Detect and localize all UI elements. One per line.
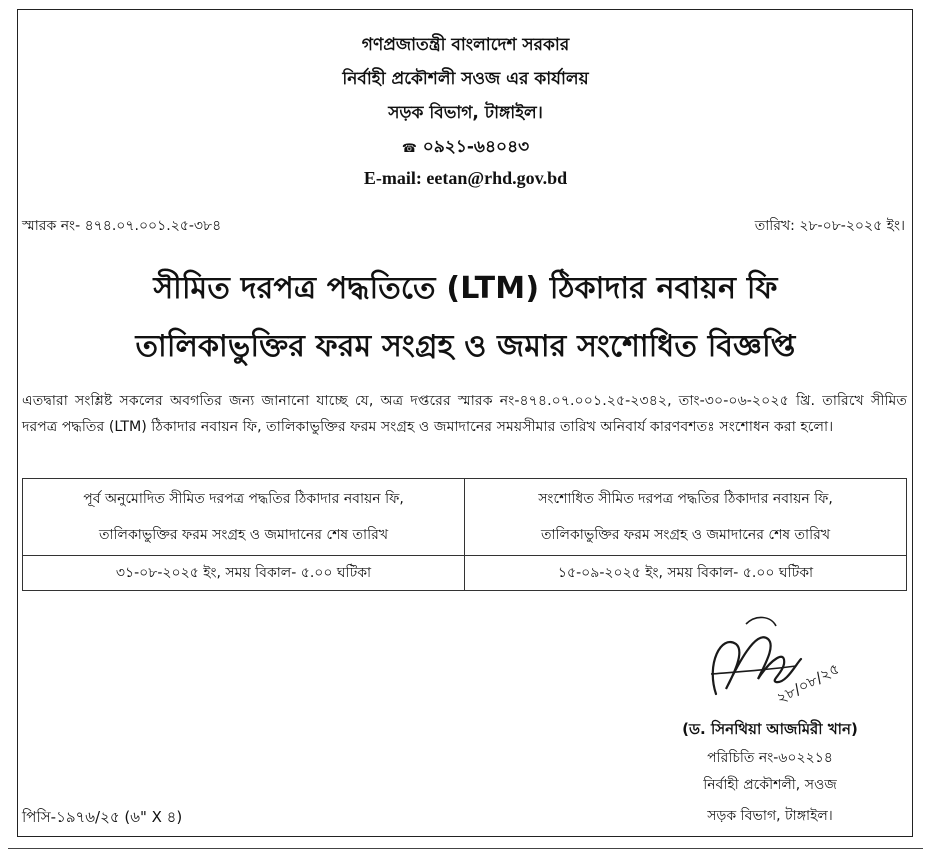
revised-deadline-value: ১৫-০৯-২০২৫ ইং, সময় বিকাল- ৫.০০ ঘটিকা [465,556,907,591]
table-row [23,556,907,591]
table-row [23,479,907,556]
signatory-office: সড়ক বিভাগ, টাঙ্গাইল। [707,808,833,824]
previous-deadline-value: ৩১-০৮-২০২৫ ইং, সময় বিকাল- ৫.০০ ঘটিকা [23,556,465,591]
previous-heading-line-2: তালিকাভুক্তির ফরম সংগ্রহ ও জমাদানের শেষ তারিখ [98,527,389,543]
phone-line [0,134,931,162]
previous-heading-line-1: পূর্ব অনুমোদিত সীমিত দরপত্র পদ্ধতির ঠিকাদার নবায়ন ফি, [83,491,404,507]
previous-deadline-heading [23,479,465,556]
email-line: E-mail: eetan@rhd.gov.bd [363,168,568,188]
pc-number: পিসি-১৯৭৬/২৫ (৬" X ৪) [22,808,183,826]
phone-number: ০৯২১-৬৪০৪৩ [422,137,530,157]
notice-body: এতদ্বারা সংশ্লিষ্ট সকলের অবগতির জন্য জানানো যাচ্ছে যে, অত্র দপ্তরের স্মারক নং-৪৭৪.০৭.০০১.২৫-২৩৪২, তাং-৩০-০৬-২০২৫ খ্রি. তারিখে সীমিত দরপত্র পদ্ধতির (LTM) ঠিকাদার নবায়ন ফি, তালিকাভুক্তির ফরম সংগ্রহ ও জমাদানের সময়সীমার তারিখ অনিবার্য কারণবশতঃ সংশোধন করা হলো। [22,393,907,435]
government-name: গণপ্রজাতন্ত্রী বাংলাদেশ সরকার [361,35,570,55]
notice-title-line-2: তালিকাভুক্তির ফরম সংগ্রহ ও জমার সংশোধিত বিজ্ঞপ্তি [135,329,796,364]
revised-deadline-heading [465,479,907,556]
revised-heading-line-1: সংশোধিত সীমিত দরপত্র পদ্ধতির ঠিকাদার নবায়ন ফি, [538,491,833,507]
notice-date: তারিখ: ২৮-০৮-২০২৫ ইং। [754,218,905,234]
revised-heading-line-2: তালিকাভুক্তির ফরম সংগ্রহ ও জমাদানের শেষ তারিখ [540,527,831,543]
division-name: সড়ক বিভাগ, টাঙ্গাইল। [388,103,543,123]
phone-icon: ☎ [401,141,417,155]
signatory-name: (ড. সিনথিয়া আজমিরী খান) [682,720,858,738]
memo-number: স্মারক নং- ৪৭৪.০৭.০০১.২৫-৩৮৪ [22,218,222,234]
signature-date: ২৮/০৮/২৫ [773,659,843,708]
bottom-divider [8,848,923,849]
office-name: নির্বাহী প্রকৌশলী সওজ এর কার্যালয় [342,69,589,89]
schedule-table [22,478,907,591]
handwritten-signature [676,604,856,714]
notice-title-line-1: সীমিত দরপত্র পদ্ধতিতে (LTM) ঠিকাদার নবায়ন ফি [153,271,778,306]
signatory-id: পরিচিতি নং-৬০২২১৪ [707,750,833,766]
signatory-designation: নির্বাহী প্রকৌশলী, সওজ [703,777,837,793]
